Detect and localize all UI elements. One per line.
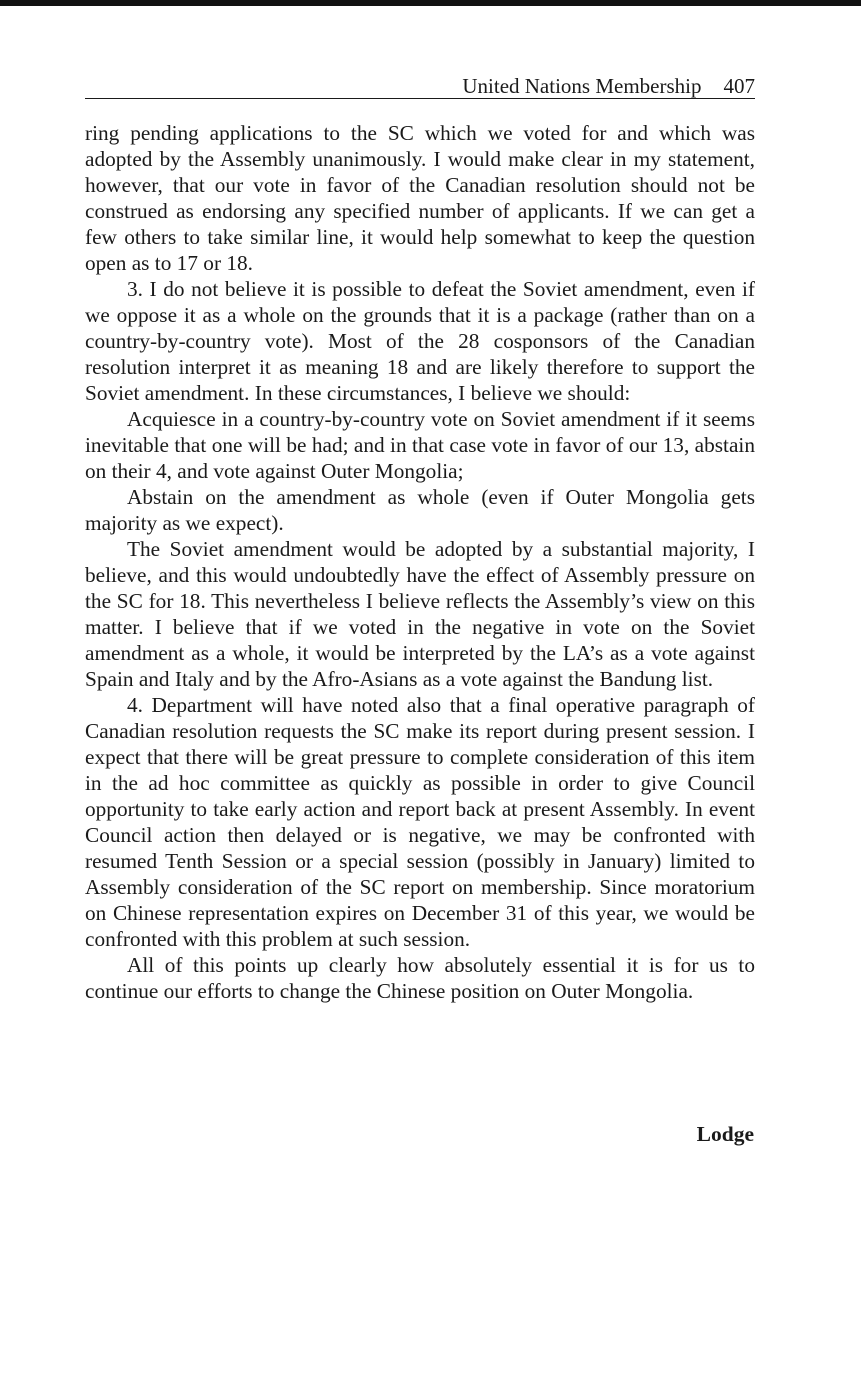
paragraph-continuation: ring pending applications to the SC which we voted for and which was adopted by the Assembly unanimously. I would make clear in my statement, however, that our vote in favor of the Canadian resolution should not be construed as endorsing any specified number of applicants. If we can get a few others to take similar line, it would help somewhat to keep the question open as to 17 or 18. — [85, 121, 755, 275]
running-header — [85, 74, 755, 99]
signature: Lodge — [696, 1122, 754, 1146]
paragraph-soviet-amendment: The Soviet amendment would be adopted by a substantial majority, I believe, and this would undoubtedly have the effect of Assembly pressure on the SC for 18. This nevertheless I believe reflects the Assembly’s view on this matter. I believe that if we voted in the negative in vote on the Soviet amendment as a whole, it would be interpreted by the LA’s as a vote against Spain and Italy and by the Afro-Asians as a vote against the Bandung list. — [85, 537, 755, 691]
paragraph-acquiesce: Acquiesce in a country-by-country vote on Soviet amendment if it seems inevitable that one will be had; and in that case vote in favor of our 13, abstain on their 4, and vote against Outer Mongolia; — [85, 407, 755, 483]
running-title: United Nations Membership — [462, 74, 702, 98]
paragraph-conclusion: All of this points up clearly how absolutely essential it is for us to continue our efforts to change the Chinese position on Outer Mongolia. — [85, 953, 755, 1003]
document-body — [85, 120, 755, 1004]
paragraph-point-3: 3. I do not believe it is possible to defeat the Soviet amendment, even if we oppose it as a whole on the grounds that it is a package (rather than on a country-by-country vote). Most of the 28 cosponsors of the Canadian resolution interpret it as meaning 18 and are likely therefore to support the Soviet amendment. In these circumstances, I believe we should: — [85, 277, 755, 405]
paragraph-abstain: Abstain on the amendment as whole (even if Outer Mongolia gets majority as we expect). — [85, 485, 755, 535]
page-number: 407 — [723, 74, 755, 98]
page-top-edge — [0, 0, 861, 6]
paragraph-point-4: 4. Department will have noted also that a final operative paragraph of Canadian resolution requests the SC make its report during present session. I expect that there will be great pressure to complete consideration of this item in the ad hoc committee as quickly as possible in order to give Council opportunity to take early action and report back at present Assembly. In event Council action then delayed or is negative, we may be confronted with resumed Tenth Session or a special session (possibly in January) limited to Assembly consideration of the SC report on membership. Since moratorium on Chinese representation expires on December 31 of this year, we would be confronted with this problem at such session. — [85, 693, 755, 951]
